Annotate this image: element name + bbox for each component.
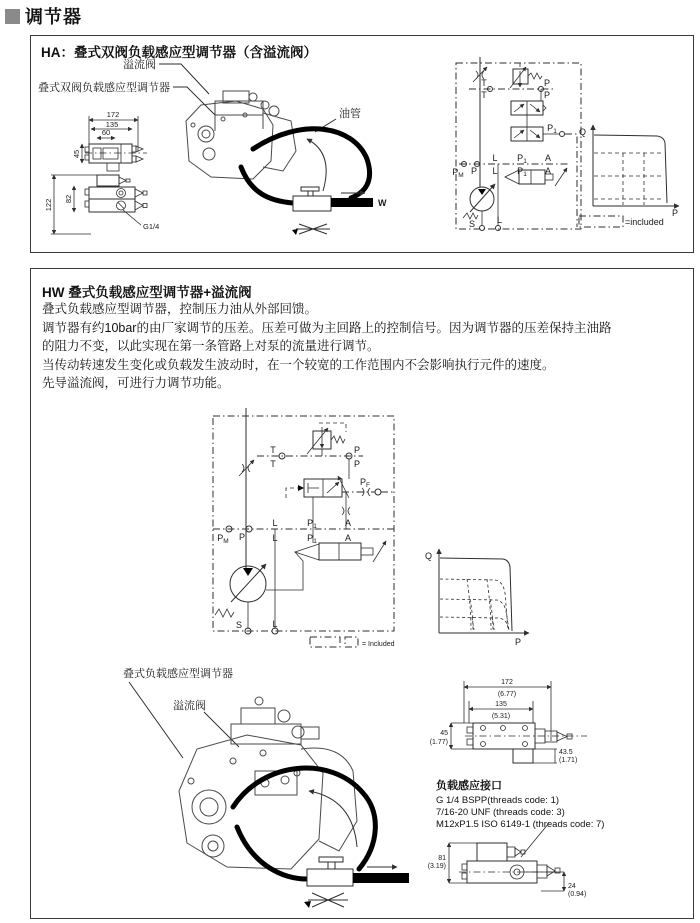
hw-dim-front-view (428, 843, 587, 898)
dim-172: 172 (501, 679, 513, 686)
ha-dim-top-view (72, 110, 147, 171)
ha-hydraulic-schematic (452, 57, 581, 231)
legend-included: = Included (362, 641, 395, 648)
port-l: L (272, 619, 278, 629)
port-p1: $P_1$ (517, 153, 527, 165)
regulator-label: 叠式双阀负载感应型调节器 (38, 82, 170, 94)
dim-45-in: (1.77) (429, 739, 448, 746)
port-l: L (492, 153, 498, 163)
ha-callouts (38, 57, 361, 132)
ha-qp-chart (579, 125, 679, 218)
dim-81-in: (3.19) (427, 863, 446, 870)
port-a: A (344, 518, 352, 528)
dim-172: 172 (106, 110, 120, 119)
hw-paragraph: 当传动转速发生变化或负载发生波动时，在一个较宽的工作范围内不会影响执行元件的速度。 (42, 357, 555, 372)
port-p1: $P_1$ (307, 533, 317, 545)
dim-81: 81 (438, 855, 446, 862)
ls-port-line: G 1/4 BSPP(threads code: 1) (436, 795, 560, 806)
port-l: L (497, 215, 503, 225)
oil-pipe-label: 油管 (339, 108, 361, 120)
hw-paragraph: 调节器有约10bar的由厂家调节的压差。压差可做为主回路上的控制信号。因为调节器的压差保持主油路 (42, 320, 612, 335)
port-p: P (353, 459, 361, 469)
regulator-label: 叠式负载感应型调节器 (123, 668, 233, 680)
orifice-symbol (304, 893, 348, 908)
dim-122: 122 (44, 198, 53, 212)
port-t: T (481, 78, 487, 88)
port-a: A (344, 533, 352, 543)
port-t: T (270, 459, 276, 469)
ha-figure (31, 36, 693, 252)
port-p-left: P (470, 166, 478, 176)
hw-callouts (123, 666, 239, 758)
ls-port-title: 负载感应接口 (436, 780, 502, 792)
hw-paragraph: 叠式负载感应型调节器，控制压力油从外部回馈。 (42, 302, 318, 316)
ha-dim-front-view (44, 175, 159, 234)
chart-y-label: Q (424, 551, 432, 561)
dim-60: 60 (101, 128, 111, 137)
dim-135: 135 (495, 701, 507, 708)
port-pm: $P_M$ (452, 167, 464, 179)
port-p: P (353, 445, 361, 455)
dim-45: 45 (440, 730, 448, 737)
hw-hydraulic-schematic (213, 408, 395, 648)
dim-135: 135 (105, 120, 119, 129)
orifice-symbol (292, 224, 330, 235)
port-a: A (544, 166, 552, 176)
port-p1: $P_1$ (547, 123, 557, 135)
section-hw (30, 268, 694, 919)
w-port-label: W (378, 198, 387, 208)
section-marker-icon (5, 9, 20, 24)
port-p: P (543, 90, 551, 100)
hw-dim-side-view (430, 679, 587, 764)
hw-section-title: HW 叠式负载感应型调节器+溢流阀 (42, 285, 252, 300)
dim-135-in: (5.31) (491, 713, 511, 720)
dim-82: 82 (64, 194, 73, 204)
hw-qp-chart (425, 549, 529, 647)
port-p-left: P (238, 532, 246, 542)
chart-y-label: Q (578, 127, 586, 137)
dim-45: 45 (72, 149, 81, 159)
port-l: L (272, 518, 278, 528)
dim-24: 24 (568, 883, 576, 890)
dim-24-in: (0.94) (568, 891, 587, 898)
page-header (5, 3, 82, 29)
hw-paragraph: 先导溢流阀，可进行力调节功能。 (42, 376, 230, 390)
ha-hose-assembly (241, 129, 387, 235)
port-pm: $P_M$ (217, 533, 229, 545)
dim-172-in: (6.77) (497, 691, 517, 698)
thread-g14-label: G1/4 (143, 222, 160, 231)
dim-43-5: 43.5 (559, 749, 573, 756)
port-l: L (492, 166, 498, 176)
port-p: P (543, 78, 551, 88)
port-t: T (270, 445, 276, 455)
port-t: T (481, 90, 487, 100)
ha-legend (579, 216, 664, 227)
port-pf: $P_F$ (360, 477, 370, 489)
ls-port-line: M12xP1.5 ISO 6149-1 (threads code: 7) (436, 819, 605, 830)
ls-port-line: 7/16-20 UNF (threads code: 3) (436, 807, 565, 818)
hw-pump-illustration (179, 697, 357, 869)
dim-43-5-in: (1.71) (559, 757, 578, 764)
port-p1: $P_1$ (307, 518, 317, 530)
ha-section-title: HA：叠式双阀负载感应型调节器（含溢流阀） (41, 45, 317, 60)
hw-figure (31, 269, 693, 918)
section-ha (30, 35, 694, 253)
port-l: L (272, 533, 278, 543)
hw-hose-assembly (233, 768, 409, 908)
relief-valve-label: 溢流阀 (173, 700, 206, 712)
chart-x-label: P (515, 637, 522, 647)
relief-valve-label: 溢流阀 (123, 59, 156, 71)
hw-paragraph: 的阻力不变，以此实现在第一条管路上对泵的流量进行调节。 (42, 339, 380, 353)
legend-included: =included (625, 217, 664, 227)
port-a: A (544, 153, 552, 163)
chart-x-label: P (672, 208, 679, 218)
port-s: S (235, 620, 243, 630)
port-s: S (468, 219, 476, 229)
port-p1: $P_1$ (517, 166, 527, 178)
page-title: 调节器 (25, 7, 82, 27)
